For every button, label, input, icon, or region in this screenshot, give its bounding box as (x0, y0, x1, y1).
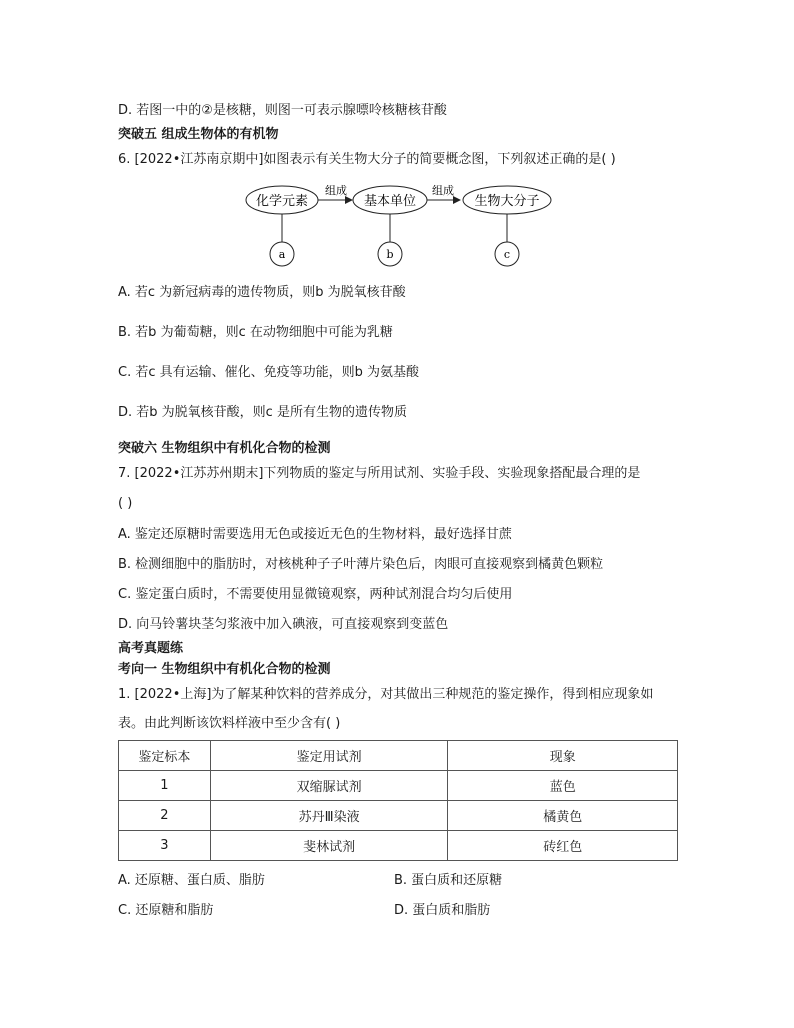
table-cell: 砖红色 (448, 831, 678, 861)
q7-option-a: A. 鉴定还原糖时需要选用无色或接近无色的生物材料，最好选择甘蔗 (118, 527, 512, 542)
arrow2-label: 组成 (432, 184, 454, 197)
concept-diagram (240, 178, 560, 270)
g1-option-b: B. 蛋白质和还原糖 (394, 873, 503, 888)
table-cell: 苏丹Ⅲ染液 (210, 801, 448, 831)
direction1-title: 考向一 生物组织中有机化合物的检测 (118, 662, 331, 677)
table-row (119, 771, 678, 801)
table-header: 鉴定用试剂 (210, 741, 448, 771)
circle-c-label: c (503, 248, 511, 261)
q6-option-b: B. 若b 为葡萄糖，则c 在动物细胞中可能为乳糖 (118, 325, 393, 340)
section6-title: 突破六 生物组织中有机化合物的检测 (118, 441, 331, 456)
gaokao-title: 高考真题练 (118, 641, 184, 656)
g1-stem-cont: 表。由此判断该饮料样液中至少含有( ) (118, 716, 341, 731)
table-cell: 双缩脲试剂 (210, 771, 448, 801)
q6-option-a: A. 若c 为新冠病毒的遗传物质，则b 为脱氧核苷酸 (118, 285, 406, 300)
table-cell: 斐林试剂 (210, 831, 448, 861)
table-header: 鉴定标本 (119, 741, 211, 771)
circle-b-label: b (386, 248, 394, 261)
table-cell: 1 (119, 771, 211, 801)
section5-title: 突破五 组成生物体的有机物 (118, 127, 279, 142)
q7-option-d: D. 向马铃薯块茎匀浆液中加入碘液，可直接观察到变蓝色 (118, 617, 449, 632)
q5-option-d: D. 若图一中的②是核糖，则图一可表示腺嘌呤核糖核苷酸 (118, 103, 447, 118)
table-header-row (119, 741, 678, 771)
q7-stem-cont: ( ) (118, 496, 133, 511)
table-cell: 橘黄色 (448, 801, 678, 831)
g1-option-d: D. 蛋白质和脂肪 (394, 903, 491, 918)
arrow1-label: 组成 (325, 184, 347, 197)
table-row (119, 801, 678, 831)
g1-option-c: C. 还原糖和脂肪 (118, 903, 214, 918)
q6-option-d: D. 若b 为脱氧核苷酸，则c 是所有生物的遗传物质 (118, 405, 407, 420)
table-header: 现象 (448, 741, 678, 771)
q7-option-b: B. 检测细胞中的脂肪时，对核桃种子子叶薄片染色后，肉眼可直接观察到橘黄色颗粒 (118, 557, 604, 572)
node1-label: 化学元素 (255, 194, 309, 209)
node3-label: 生物大分子 (474, 194, 540, 209)
q6-option-c: C. 若c 具有运输、催化、免疫等功能，则b 为氨基酸 (118, 365, 420, 380)
table-row (119, 831, 678, 861)
g1-stem: 1. [2022•上海]为了解某种饮料的营养成分，对其做出三种规范的鉴定操作，得到相应现象如 (118, 687, 654, 702)
node2-label: 基本单位 (363, 194, 417, 209)
g1-option-a: A. 还原糖、蛋白质、脂肪 (118, 873, 265, 888)
q6-stem: 6. [2022•江苏南京期中]如图表示有关生物大分子的简要概念图，下列叙述正确的是( ) (118, 152, 616, 167)
q7-stem: 7. [2022•江苏苏州期末]下列物质的鉴定与所用试剂、实验手段、实验现象搭配最合理的是 (118, 466, 641, 481)
table-cell: 3 (119, 831, 211, 861)
result-table (118, 740, 678, 861)
q7-option-c: C. 鉴定蛋白质时，不需要使用显微镜观察，两种试剂混合均匀后使用 (118, 587, 513, 602)
table-cell: 蓝色 (448, 771, 678, 801)
circle-a-label: a (278, 248, 286, 261)
table-cell: 2 (119, 801, 211, 831)
